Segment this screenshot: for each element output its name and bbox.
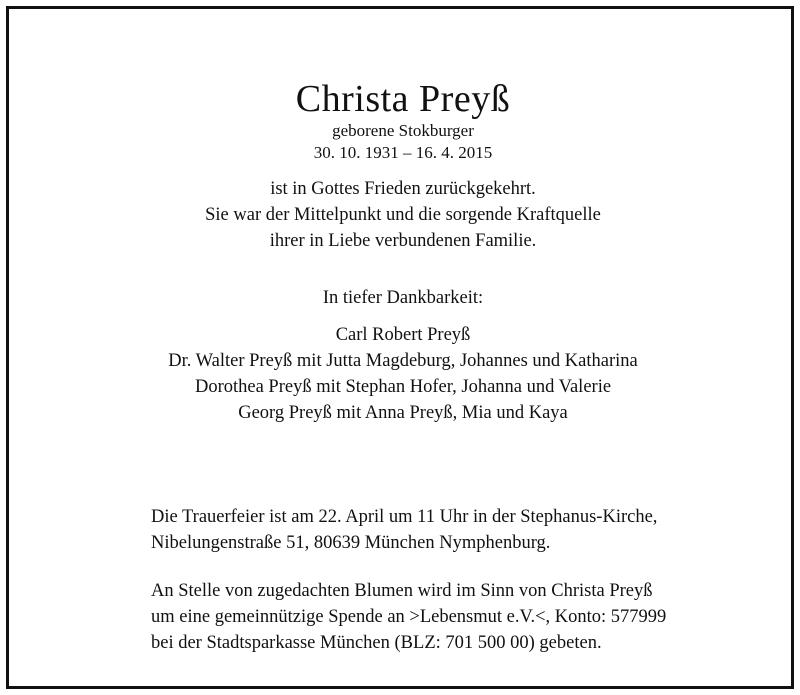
donation-info (151, 578, 666, 656)
notice-frame (6, 6, 794, 689)
message-block (9, 176, 797, 254)
funeral-info (151, 504, 657, 556)
gratitude-line: In tiefer Dankbarkeit: (322, 288, 484, 308)
funeral-line: Die Trauerfeier ist am 22. April um 11 Uhr in der Stephanus-Kirche, (151, 507, 658, 527)
life-dates: 30. 10. 1931 – 16. 4. 2015 (313, 143, 493, 162)
funeral-line: Nibelungenstraße 51, 80639 München Nymphenburg. (151, 533, 551, 553)
message-line: Sie war der Mittelpunkt und die sorgende Kraftquelle (205, 205, 601, 225)
family-list (9, 322, 797, 426)
deceased-name: Christa Preyß (295, 78, 511, 120)
message-line: ist in Gottes Frieden zurückgekehrt. (270, 179, 536, 199)
family-member-line: Dorothea Preyß mit Stephan Hofer, Johanna und Valerie (194, 377, 612, 397)
message-line: ihrer in Liebe verbundenen Familie. (269, 231, 537, 251)
donation-line: bei der Stadtsparkasse München (BLZ: 701 500 00) gebeten. (151, 633, 602, 653)
donation-line: um eine gemeinnützige Spende an >Lebensmut e.V.<, Konto: 577999 (151, 607, 667, 627)
donation-line: An Stelle von zugedachten Blumen wird im Sinn von Christa Preyß (151, 581, 653, 601)
family-member-line: Carl Robert Preyß (335, 325, 471, 345)
birth-name: geborene Stokburger (332, 121, 474, 140)
family-member-line: Dr. Walter Preyß mit Jutta Magdeburg, Johannes und Katharina (168, 351, 638, 371)
family-member-line: Georg Preyß mit Anna Preyß, Mia und Kaya (238, 403, 568, 423)
